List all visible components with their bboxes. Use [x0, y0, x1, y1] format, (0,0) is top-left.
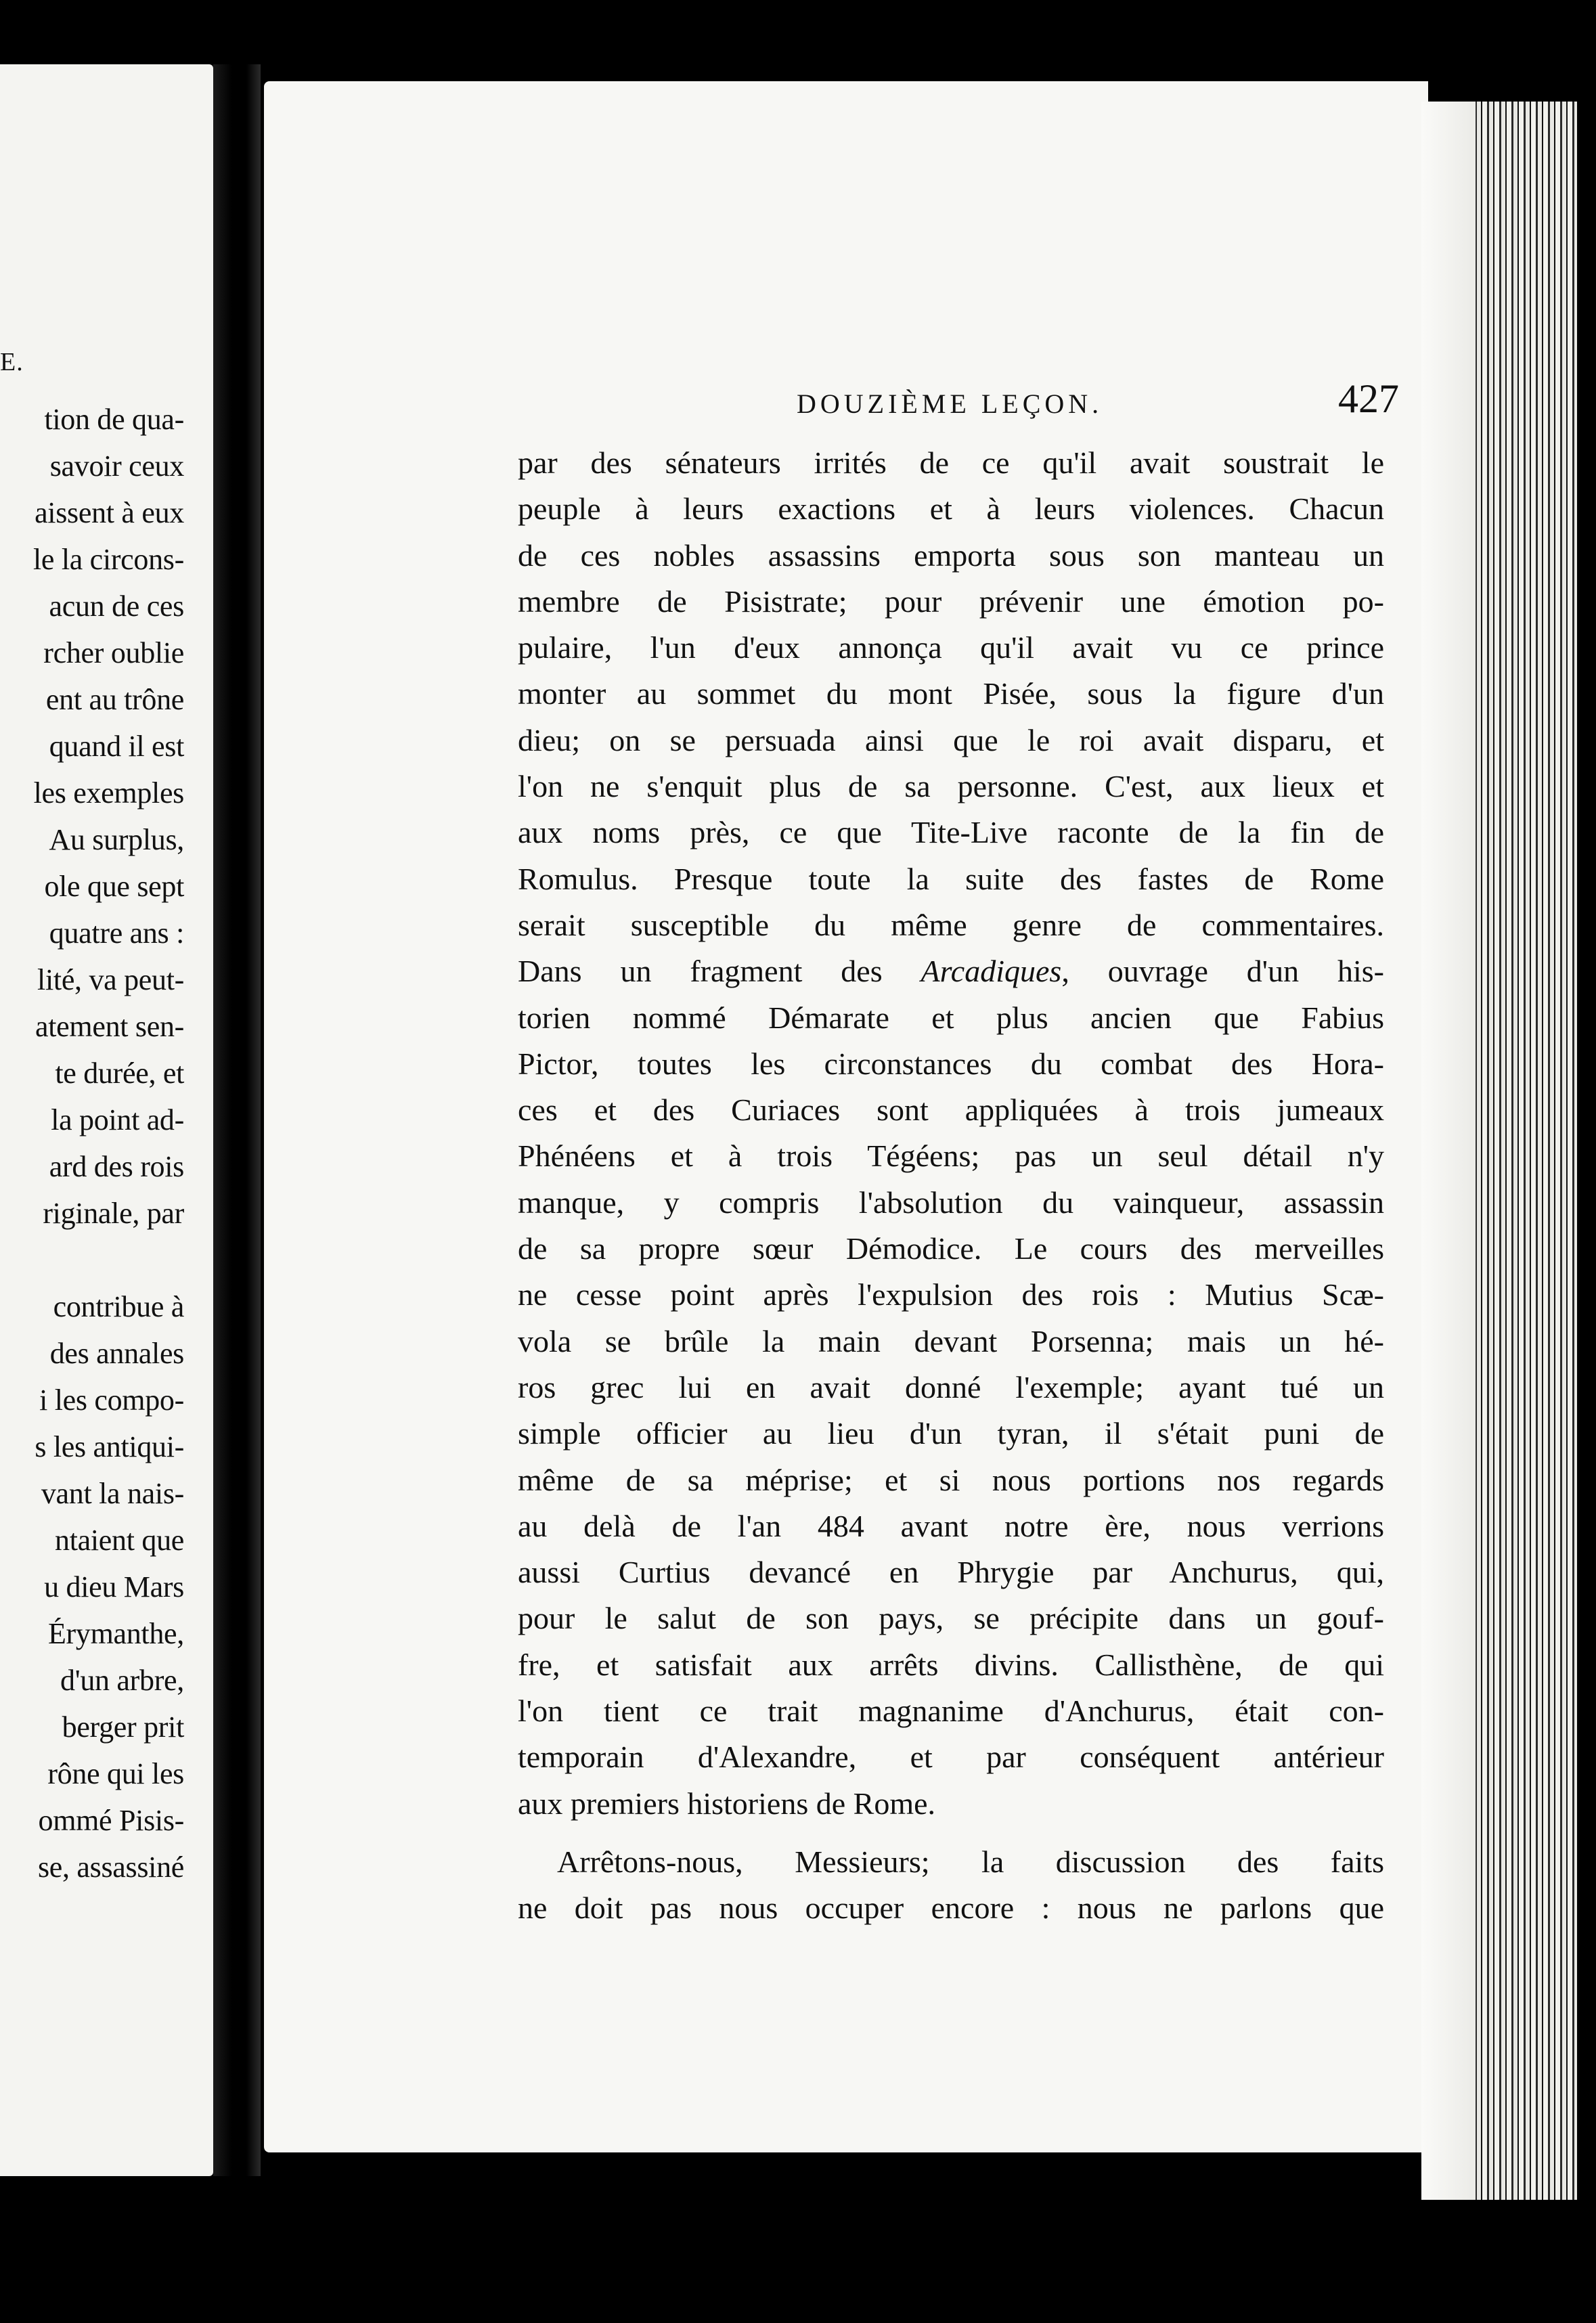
- text-line: contribue à: [53, 1290, 184, 1323]
- text-line: rône qui les: [47, 1757, 184, 1790]
- text-line: atement sen-: [35, 1010, 184, 1043]
- text-line: même de sa méprise; et si nous portions nos regards: [518, 1462, 1384, 1497]
- text-line: temporain d'Alexandre, et par conséquent antérieur: [518, 1740, 1384, 1775]
- text-line: l'on tient ce trait magnanime d'Anchurus, était con-: [518, 1694, 1384, 1729]
- text-line: Pictor, toutes les circonstances du combat des Hora-: [518, 1046, 1384, 1081]
- text-line: ros grec lui en avait donné l'exemple; ayant tué un: [518, 1369, 1384, 1404]
- text-line: riginale, par: [43, 1197, 184, 1230]
- text-line: de ces nobles assassins emporta sous son manteau un: [518, 537, 1384, 573]
- text-line: peuple à leurs exactions et à leurs violences. Chacun: [518, 491, 1384, 527]
- text-line: membre de Pisistrate; pour prévenir une émotion po-: [518, 583, 1384, 619]
- text-line: des annales: [49, 1337, 184, 1370]
- text-line: ard des rois: [49, 1150, 184, 1183]
- book-fore-edge-highlight: [1421, 102, 1476, 2200]
- italic-title: Arcadiques: [921, 954, 1062, 989]
- text-line: fre, et satisfait aux arrêts divins. Callisthène, de qui: [518, 1647, 1384, 1682]
- text-line: lité, va peut-: [37, 963, 184, 996]
- text-line: monter au sommet du mont Pisée, sous la figure d'un: [518, 676, 1384, 711]
- text-line: au delà de l'an 484 avant notre ère, nous verrions: [518, 1508, 1384, 1543]
- left-page-text: [0, 396, 213, 1890]
- text-line: savoir ceux: [49, 449, 184, 483]
- text-line: les exemples: [33, 776, 184, 810]
- text-line: u dieu Mars: [44, 1570, 184, 1603]
- text-line-start: Dans un fragment des: [518, 954, 921, 989]
- text-line-end: , ouvrage d'un his-: [1061, 954, 1384, 989]
- body-text: [518, 440, 1384, 1932]
- text-line: Phénéens et à trois Tégéens; pas un seul détail n'y: [518, 1138, 1384, 1174]
- text-line: l'on ne s'enquit plus de sa personne. C'est, aux lieux et: [518, 769, 1384, 804]
- running-title: DOUZIÈME LEÇON.: [797, 389, 1103, 419]
- text-line: ne doit pas nous occuper encore : nous ne parlons que: [518, 1890, 1384, 1926]
- text-line: vant la nais-: [41, 1477, 184, 1510]
- text-line: Au surplus,: [49, 823, 184, 856]
- text-line: quatre ans :: [49, 916, 184, 950]
- text-line-with-italic: [518, 948, 1384, 994]
- text-line: ole que sept: [44, 870, 184, 903]
- text-line: quand il est: [49, 730, 184, 763]
- book-gutter-shadow: [213, 64, 261, 2176]
- text-line: serait susceptible du même genre de commentaires.: [518, 907, 1384, 942]
- current-page: [264, 81, 1428, 2152]
- text-line: ent au trône: [45, 683, 184, 716]
- text-line: vola se brûle la main devant Porsenna; mais un hé-: [518, 1323, 1384, 1358]
- running-head: [797, 376, 1399, 428]
- text-line: rcher oublie: [43, 636, 184, 669]
- text-line: berger prit: [62, 1710, 184, 1744]
- text-line: manque, y compris l'absolution du vainqueur, assassin: [518, 1185, 1384, 1220]
- text-line: Érymanthe,: [47, 1617, 184, 1650]
- text-line: torien nommé Démarate et plus ancien que Fabius: [518, 1000, 1384, 1035]
- text-line: d'un arbre,: [60, 1664, 184, 1697]
- text-line: simple officier au lieu d'un tyran, il s'était puni de: [518, 1416, 1384, 1451]
- previous-page: [0, 64, 213, 2176]
- text-line: par des sénateurs irrités de ce qu'il avait soustrait le: [518, 445, 1384, 480]
- text-line: i les compo-: [39, 1384, 184, 1417]
- text-line: pour le salut de son pays, se précipite dans un gouf-: [518, 1601, 1384, 1636]
- text-line: aissent à eux: [35, 496, 184, 529]
- text-line: s les antiqui-: [35, 1430, 184, 1463]
- text-line: le la circons-: [32, 543, 184, 576]
- text-line: dieu; on se persuada ainsi que le roi avait disparu, et: [518, 722, 1384, 757]
- left-page-heading-fragment: E.: [0, 348, 24, 376]
- text-line: aussi Curtius devancé en Phrygie par Anchurus, qui,: [518, 1555, 1384, 1590]
- paragraph-break: [0, 1237, 213, 1283]
- text-line: acun de ces: [49, 590, 184, 623]
- text-line: te durée, et: [55, 1057, 184, 1090]
- text-line: tion de qua-: [44, 403, 184, 436]
- text-line: de sa propre sœur Démodice. Le cours des merveilles: [518, 1231, 1384, 1266]
- text-line: ces et des Curiaces sont appliquées à trois jumeaux: [518, 1092, 1384, 1128]
- text-line: aux premiers historiens de Rome.: [518, 1786, 936, 1821]
- text-line: ne cesse point après l'expulsion des rois : Mutius Scæ-: [518, 1277, 1384, 1312]
- paragraph-first-line: Arrêtons-nous, Messieurs; la discussion des faits: [557, 1844, 1384, 1879]
- text-line: se, assassiné: [37, 1851, 184, 1884]
- text-line: aux noms près, ce que Tite-Live raconte de la fin de: [518, 815, 1384, 850]
- text-line: ommé Pisis-: [38, 1804, 184, 1837]
- text-line: pulaire, l'un d'eux annonça qu'il avait vu ce prince: [518, 630, 1384, 665]
- text-line: ntaient que: [55, 1524, 184, 1557]
- text-line: Romulus. Presque toute la suite des fastes de Rome: [518, 861, 1384, 896]
- page-number: 427: [1338, 376, 1399, 421]
- text-line: la point ad-: [51, 1103, 184, 1136]
